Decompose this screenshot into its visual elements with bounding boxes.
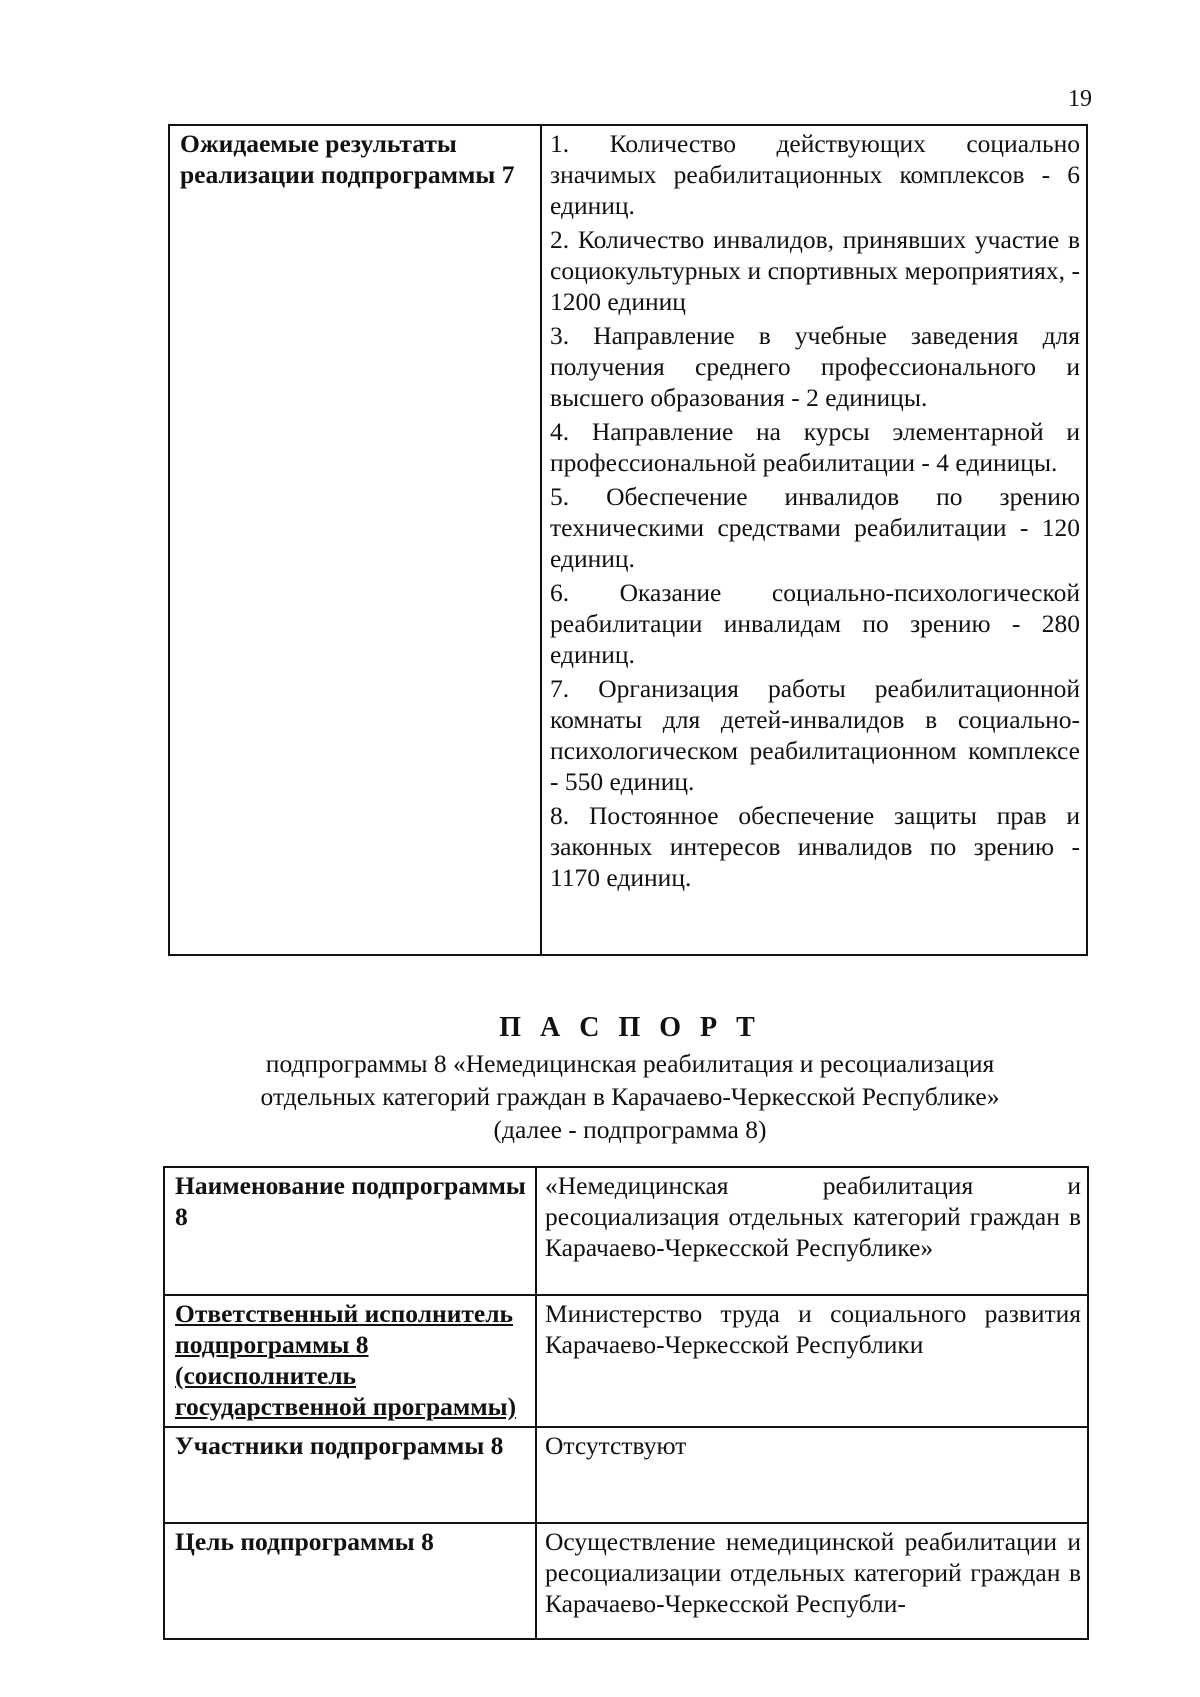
list-item: 7. Организация работы реабилитационной комнаты для детей-инвалидов в социально-психологическом реабилитационном комплексе - 550 единиц. xyxy=(550,674,1080,796)
passport-subtitle-line: (далее - подпрограмма 8) xyxy=(493,1115,767,1144)
responsible-executor-label xyxy=(164,1295,536,1427)
responsible-executor-label-text: Ответственный исполнитель подпрограммы 8 (соисполнитель государственной программы) xyxy=(175,1299,517,1421)
passport-subtitle-line: отдельных категорий граждан в Карачаево-Черкесской Республике» xyxy=(260,1082,1000,1111)
list-item: 3. Направление в учебные заведения для получения среднего профессионального и высшего образования - 2 единицы. xyxy=(550,321,1080,412)
expected-results-list xyxy=(541,125,1087,955)
subprogram-name-value: «Немедицинская реабилитация и ресоциализация отдельных категорий граждан в Карачаево-Черкесской Республике» xyxy=(536,1167,1088,1295)
list-item: 2. Количество инвалидов, принявших участие в социокультурных и спортивных мероприятиях, - 1200 единиц xyxy=(550,225,1080,316)
subprogram-name-label: Наименование подпрограммы 8 xyxy=(164,1167,536,1295)
participants-value: Отсутствуют xyxy=(536,1427,1088,1523)
list-item: 8. Постоянное обеспечение защиты прав и законных интересов инвалидов по зрению - 1170 единиц. xyxy=(550,801,1080,892)
list-item: 5. Обеспечение инвалидов по зрению техническими средствами реабилитации - 120 единиц. xyxy=(550,482,1080,573)
passport-table xyxy=(163,1166,1089,1640)
expected-results-label: Ожидаемые результаты реализации подпрограммы 7 xyxy=(169,125,541,955)
goal-value: Осуществление немедицинской реабилитации и ресоциализации отдельных категорий граждан в Карачаево-Черкесской Республи- xyxy=(536,1523,1088,1639)
passport-subtitle xyxy=(200,1047,1060,1146)
table-row xyxy=(164,1523,1088,1639)
list-item: 4. Направление на курсы элементарной и профессиональной реабилитации - 4 единицы. xyxy=(550,417,1080,477)
table-row xyxy=(164,1427,1088,1523)
page-number: 19 xyxy=(1068,86,1092,112)
table-row xyxy=(169,125,1087,955)
passport-subtitle-line: подпрограммы 8 «Немедицинская реабилитация и ресоциализация xyxy=(265,1049,995,1078)
goal-label: Цель подпрограммы 8 xyxy=(164,1523,536,1639)
participants-label: Участники подпрограммы 8 xyxy=(164,1427,536,1523)
responsible-executor-value: Министерство труда и социального развития Карачаево-Черкесской Республики xyxy=(536,1295,1088,1427)
list-item: 1. Количество действующих социально значимых реабилитационных комплексов - 6 единиц. xyxy=(550,129,1080,220)
table-row xyxy=(164,1295,1088,1427)
passport-title: П А С П О Р Т xyxy=(499,1012,761,1043)
table-row xyxy=(164,1167,1088,1295)
expected-results-table xyxy=(168,124,1088,956)
list-item: 6. Оказание социально-психологической реабилитации инвалидам по зрению - 280 единиц. xyxy=(550,578,1080,669)
